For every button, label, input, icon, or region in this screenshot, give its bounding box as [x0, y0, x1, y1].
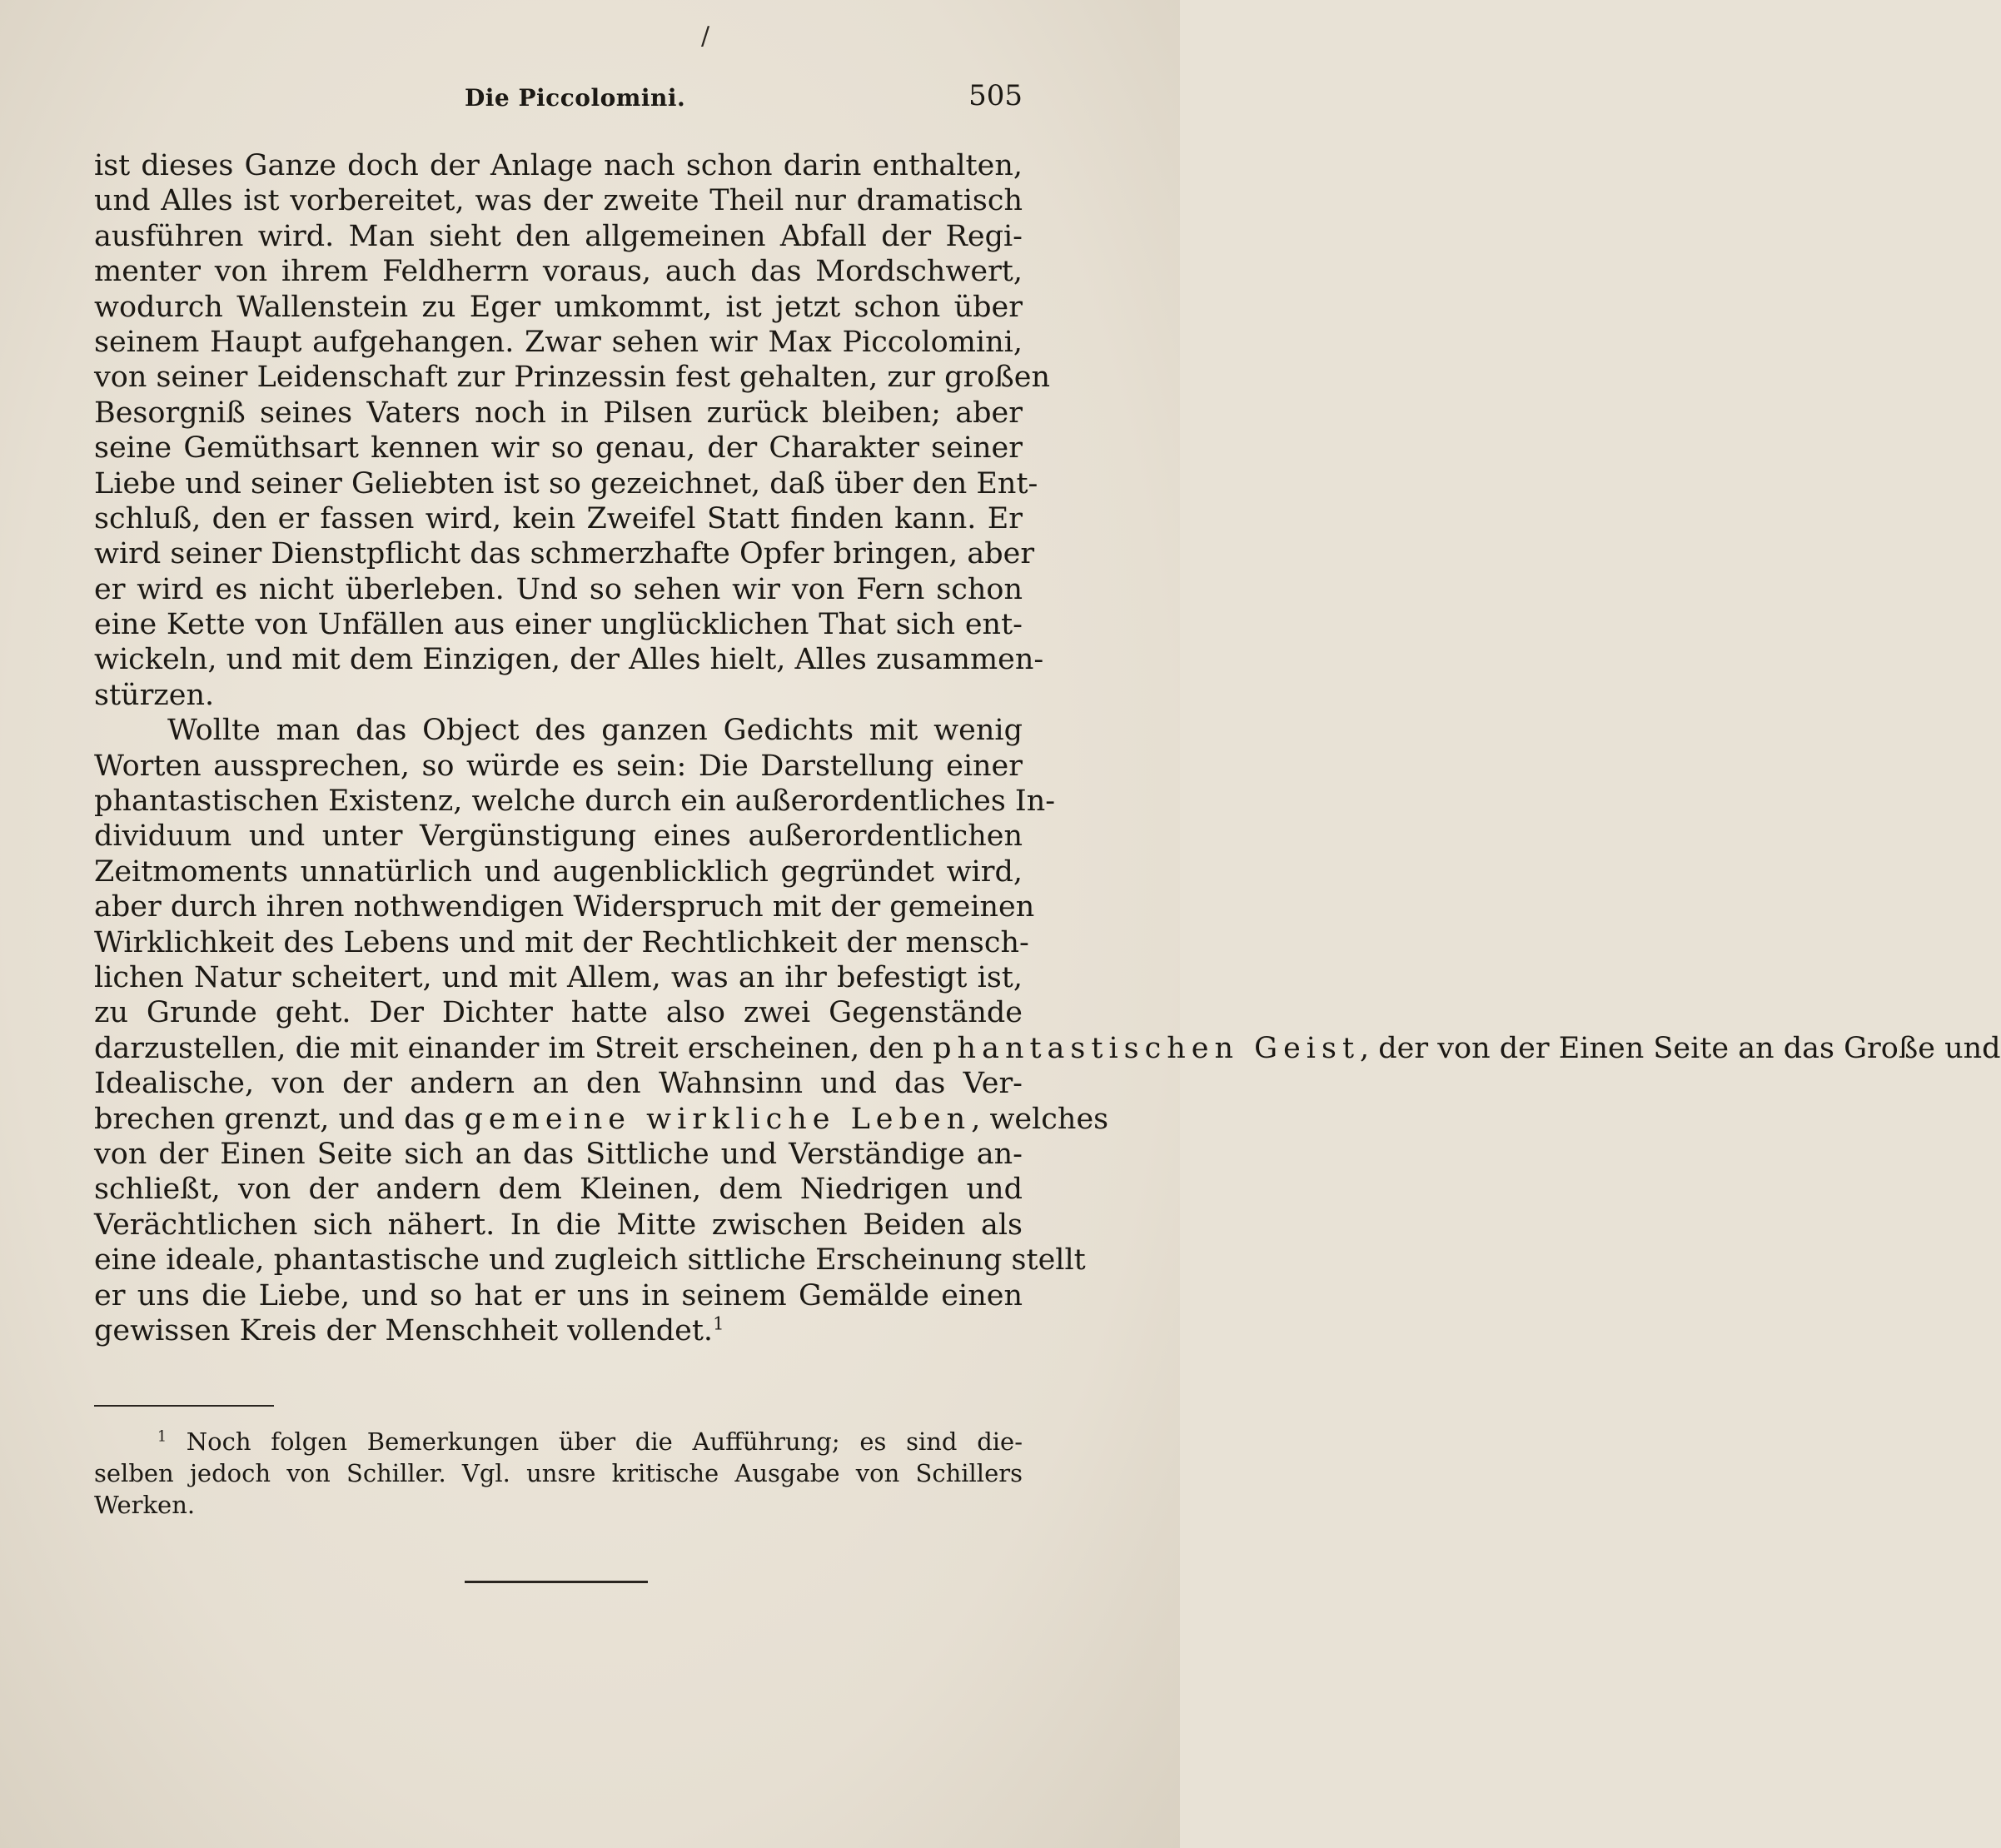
- text-line: dividuum und unter Vergünstigung eines außerordentlichen: [94, 819, 1023, 854]
- footnote-separator: [94, 1405, 274, 1407]
- text-line: eine ideale, phantastische und zugleich sittliche Erscheinung stellt: [94, 1243, 1086, 1278]
- text-line: menter von ihrem Feldherrn voraus, auch das Mordschwert,: [94, 255, 1023, 289]
- text-line: Verächtlichen sich nähert. In die Mitte zwischen Beiden als: [94, 1208, 1023, 1242]
- text-line: [94, 1102, 1109, 1137]
- text-segment: , der von der Einen Seite an das Große und: [1360, 1031, 2001, 1065]
- text-line: Zeitmoments unnatürlich und augenblicklich gegründet wird,: [94, 854, 1023, 889]
- text-line: eine Kette von Unfällen aus einer unglücklichen That sich ent-: [94, 608, 1023, 642]
- running-title: Die Piccolomini.: [465, 84, 686, 112]
- footnote-line: selben jedoch von Schiller. Vgl. unsre kritische Ausgabe von Schillers: [94, 1459, 1023, 1487]
- text-segment: darzustellen, die mit einander im Streit erscheinen, den: [94, 1031, 923, 1065]
- footnote: [94, 1426, 1023, 1521]
- footnote-reference: 1: [713, 1313, 724, 1334]
- footnote-line: [94, 1426, 1023, 1457]
- text-line: Idealische, von der andern an den Wahnsinn und das Ver-: [94, 1067, 1023, 1101]
- text-line: aber durch ihren nothwendigen Widerspruch mit der gemeinen: [94, 890, 1035, 924]
- text-line: von der Einen Seite sich an das Sittliche und Verständige an-: [94, 1137, 1023, 1171]
- text-line: wickeln, und mit dem Einzigen, der Alles hielt, Alles zusammen-: [94, 643, 1044, 677]
- text-line: seine Gemüthsart kennen wir so genau, der Charakter seiner: [94, 431, 1023, 466]
- text-segment: Noch folgen Bemerkungen über die Aufführung; es sind die-: [186, 1427, 1023, 1456]
- paragraph-end-line: stürzen.: [94, 678, 215, 712]
- text-line: wird seiner Dienstpflicht das schmerzhafte Opfer bringen, aber: [94, 537, 1035, 571]
- text-line: und Alles ist vorbereitet, was der zweite Theil nur dramatisch: [94, 184, 1023, 218]
- emphasis-common-real-life: gemeine wirkliche Leben: [464, 1102, 972, 1136]
- text-line: ausführen wird. Man sieht den allgemeinen Abfall der Regi-: [94, 219, 1023, 253]
- emphasis-phantastic-spirit: phantastischen Geist: [933, 1031, 1361, 1065]
- stray-pen-mark: /: [701, 22, 710, 51]
- text-line: lichen Natur scheitert, und mit Allem, was an ihr befestigt ist,: [94, 960, 1023, 994]
- text-line: phantastischen Existenz, welche durch ein außerordentliches In-: [94, 785, 1056, 819]
- running-header: [92, 79, 1023, 121]
- page-number: 505: [968, 79, 1023, 112]
- end-rule: [465, 1581, 648, 1583]
- footnote-line: Werken.: [94, 1491, 196, 1519]
- text-segment: brechen grenzt, und das: [94, 1102, 455, 1136]
- text-line: zu Grunde geht. Der Dichter hatte also zwei Gegenstände: [94, 996, 1023, 1030]
- text-segment: gewissen Kreis der Menschheit vollendet.: [94, 1313, 714, 1347]
- paragraph-end-line: [94, 1313, 1023, 1348]
- text-line: er uns die Liebe, und so hat er uns in seinem Gemälde einen: [94, 1278, 1023, 1313]
- text-line: Worten aussprechen, so würde es sein: Die Darstellung einer: [94, 749, 1023, 783]
- text-segment: , welches: [971, 1102, 1109, 1136]
- text-line: wodurch Wallenstein zu Eger umkommt, ist jetzt schon über: [94, 290, 1023, 324]
- text-line: Liebe und seiner Geliebten ist so gezeichnet, daß über den Ent-: [94, 466, 1038, 501]
- text-line: von seiner Leidenschaft zur Prinzessin fest gehalten, zur großen: [94, 361, 1050, 395]
- text-line: ist dieses Ganze doch der Anlage nach schon darin enthalten,: [94, 149, 1023, 182]
- text-line: [94, 1031, 2001, 1066]
- footnote-marker: 1: [157, 1428, 167, 1446]
- text-line: seinem Haupt aufgehangen. Zwar sehen wir Max Piccolomini,: [94, 325, 1023, 359]
- text-line: Wirklichkeit des Lebens und mit der Rechtlichkeit der mensch-: [94, 925, 1029, 959]
- text-line: schließt, von der andern dem Kleinen, dem Niedrigen und: [94, 1173, 1023, 1207]
- text-line: er wird es nicht überleben. Und so sehen wir von Fern schon: [94, 572, 1023, 606]
- text-line: Besorgniß seines Vaters noch in Pilsen zurück bleiben; aber: [94, 396, 1023, 430]
- text-line: schluß, den er fassen wird, kein Zweifel Statt finden kann. Er: [94, 501, 1023, 535]
- body-text: [94, 148, 2001, 1348]
- paragraph-start-line: Wollte man das Object des ganzen Gedichts mit wenig: [167, 714, 1023, 748]
